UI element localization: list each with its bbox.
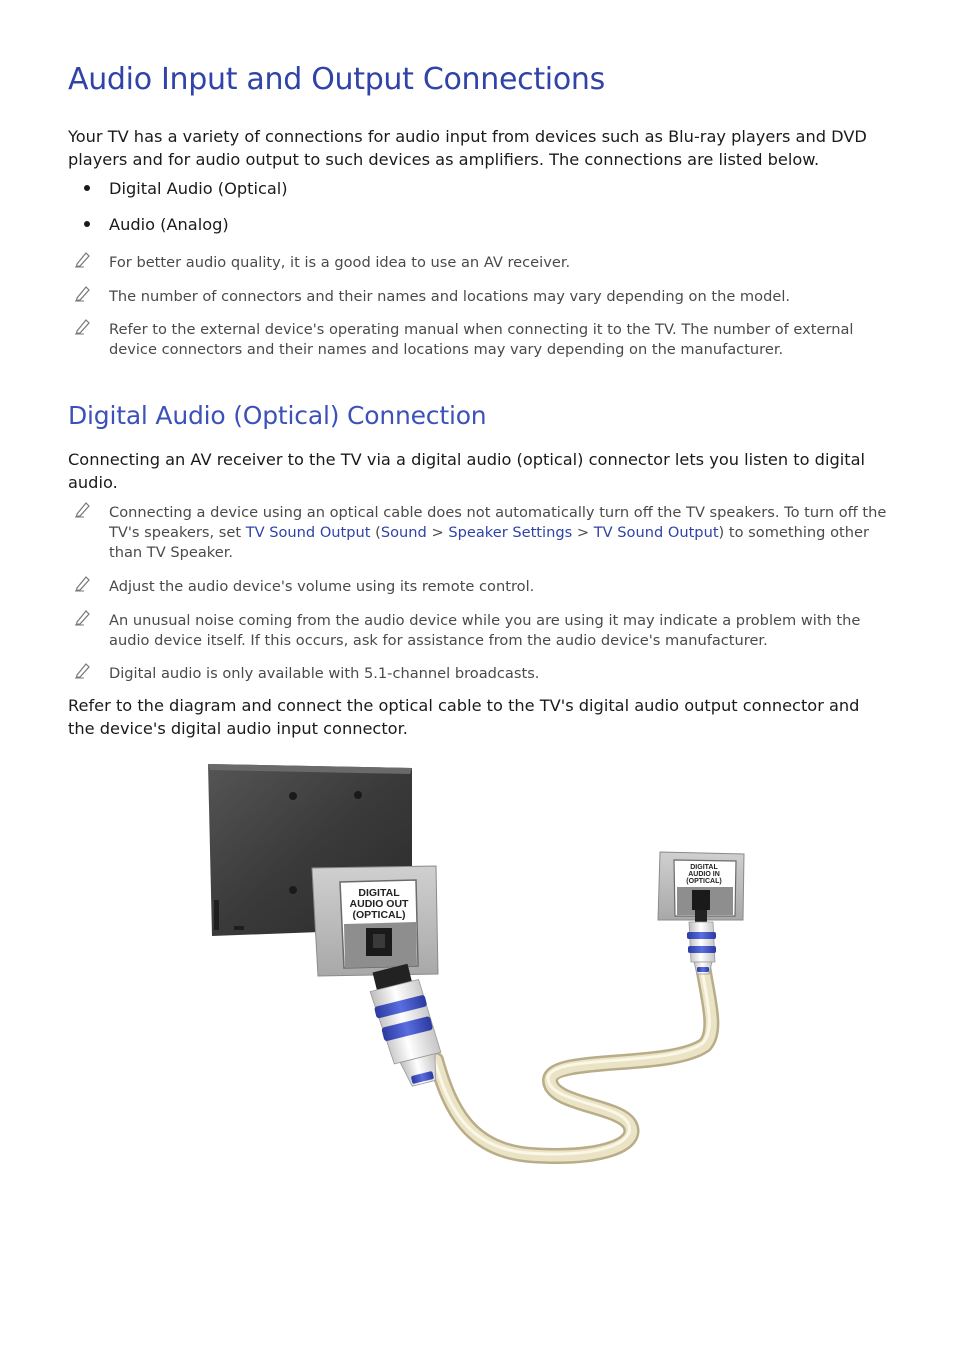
optical-port-in xyxy=(692,890,710,910)
note-text: Refer to the external device's operating manual when connecting it to the TV. The number of external device connectors and their names and locations may vary depending on the manufacturer. xyxy=(109,321,854,358)
note-text-post: ) to something other than TV Speaker. xyxy=(109,524,869,561)
note-text: The number of connectors and their names and locations may vary depending on the model. xyxy=(109,288,791,305)
optical-connection-diagram xyxy=(200,760,760,1165)
pencil-note-icon xyxy=(74,317,92,335)
optical-cable xyxy=(434,958,711,1156)
device-port-label-line: AUDIO IN xyxy=(688,871,720,878)
menu-separator: > xyxy=(572,524,594,541)
note-item xyxy=(74,611,890,651)
note-item xyxy=(74,503,890,563)
pencil-note-icon xyxy=(74,661,92,679)
note-text-pre: Connecting a device using an optical cable does not automatically turn off the TV speakers. To turn off the TV's speakers, set xyxy=(109,504,887,541)
device-port-label-line: DIGITAL xyxy=(690,864,718,871)
tv-side-plug xyxy=(366,961,447,1090)
pencil-note-icon xyxy=(74,284,92,302)
note-text xyxy=(109,503,890,563)
note-item xyxy=(74,253,890,273)
note-text: Digital audio is only available with 5.1-channel broadcasts. xyxy=(109,665,540,682)
tv-port-label-line: AUDIO OUT xyxy=(349,898,409,910)
pencil-note-icon xyxy=(74,500,92,518)
menu-link-tv-sound-output: TV Sound Output xyxy=(245,524,371,541)
section-intro: Connecting an AV receiver to the TV via a digital audio (optical) connector lets you listen to digital audio. xyxy=(68,450,865,492)
pencil-note-icon xyxy=(74,250,92,268)
section-heading: Digital Audio (Optical) Connection xyxy=(68,401,487,430)
note-item xyxy=(74,664,890,684)
menu-link-speaker-settings: Speaker Settings xyxy=(448,524,573,541)
note-item xyxy=(74,287,890,307)
menu-separator: > xyxy=(426,524,449,541)
pencil-note-icon xyxy=(74,574,92,592)
device-digital-audio-in-panel xyxy=(658,852,744,920)
tv-digital-audio-out-panel xyxy=(312,866,438,976)
note-text: An unusual noise coming from the audio device while you are using it may indicate a problem with the audio device itself. If this occurs, ask for assistance from the audio device's manufacturer. xyxy=(109,612,861,649)
menu-link-tv-sound-output: TV Sound Output xyxy=(593,524,719,541)
page-title: Audio Input and Output Connections xyxy=(68,62,605,97)
tv-port-label-line: DIGITAL xyxy=(358,887,400,899)
bullet-dot-icon xyxy=(84,185,90,191)
bullet-item xyxy=(84,213,229,236)
bullet-label: Digital Audio (Optical) xyxy=(109,179,288,198)
paren-open: ( xyxy=(370,524,381,541)
pencil-note-icon xyxy=(74,608,92,626)
note-item xyxy=(74,577,890,597)
note-text: For better audio quality, it is a good idea to use an AV receiver. xyxy=(109,254,571,271)
device-port-label-line: (OPTICAL) xyxy=(686,878,722,885)
bullet-label: Audio (Analog) xyxy=(109,215,229,234)
intro-paragraph: Your TV has a variety of connections for audio input from devices such as Blu-ray players and DVD players and for audio output to such devices as amplifiers. The connections are listed below. xyxy=(68,127,867,169)
note-text: Adjust the audio device's volume using its remote control. xyxy=(109,578,535,595)
section-outro: Refer to the diagram and connect the optical cable to the TV's digital audio output connector and the device's digital audio input connector. xyxy=(68,696,860,738)
bullet-dot-icon xyxy=(84,221,90,227)
note-item xyxy=(74,320,890,360)
menu-link-sound: Sound xyxy=(380,524,427,541)
bullet-item xyxy=(84,177,288,200)
tv-port-label-line: (OPTICAL) xyxy=(352,909,406,921)
